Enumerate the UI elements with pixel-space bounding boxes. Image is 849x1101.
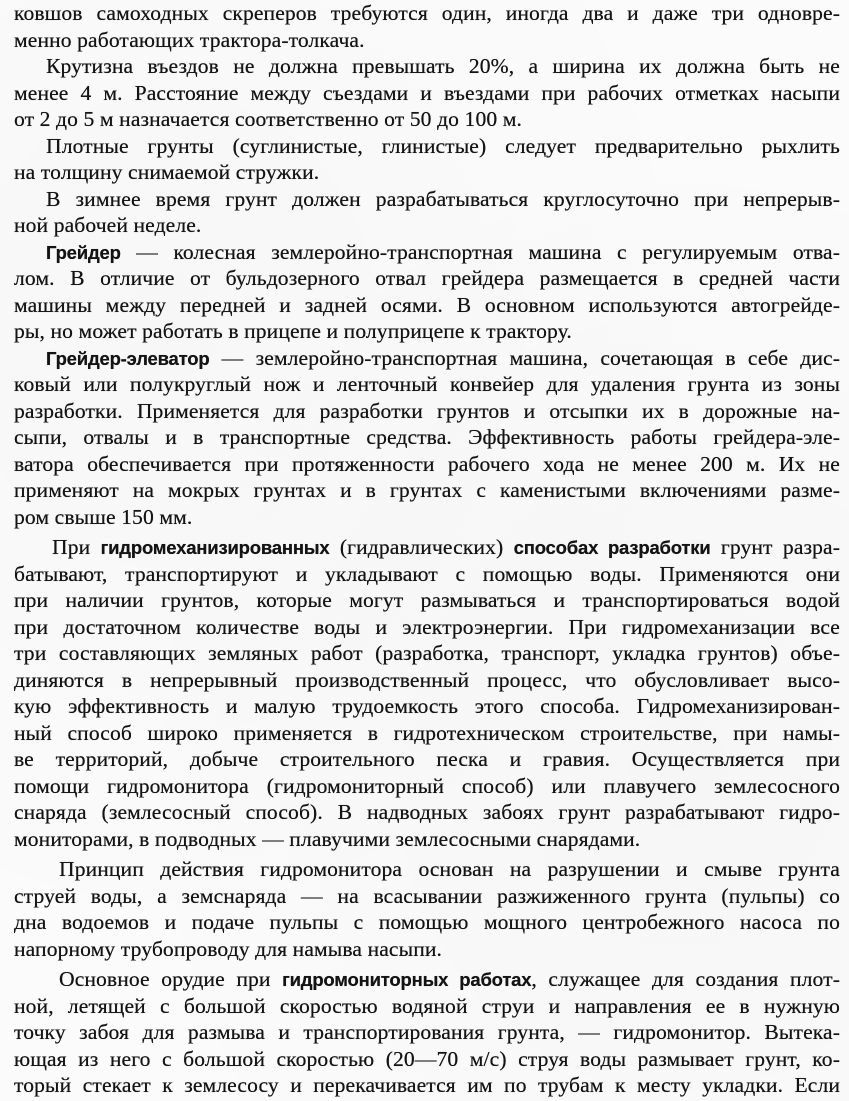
term-grader: Грейдер	[46, 241, 121, 263]
text-line: при достаточном количестве воды и электроэнергии. При гидромеханизации все	[14, 614, 840, 639]
text-line: ной, летящей с большой скоростью водяной струи и направления ее в нужную	[14, 993, 840, 1018]
text-line: торый стекает к землесосу и перекачивается им по трубам к месту укладки. Если	[14, 1073, 840, 1097]
grader-paragraph-first-line	[14, 239, 840, 266]
text-line: ковшов самоходных скреперов требуются один, иногда два и даже три одновре-	[14, 1, 840, 25]
text-line: ватора обеспечивается при протяженности рабочего хода не менее 200 м. Их не	[14, 451, 840, 476]
text-line: батывают, транспортируют и укладывают с помощью воды. Применяются они	[14, 561, 840, 586]
text-line: ный способ широко применяется в гидротехническом строительстве, при намы-	[14, 720, 840, 745]
body-text	[14, 0, 840, 1099]
text-line: Плотные грунты (суглинистые, глинистые) следует предварительно рыхлить	[46, 133, 840, 158]
text-line: Принцип действия гидромонитора основан на разрушении и смыве грунта	[59, 857, 840, 881]
text-fragment: — землеройно-транспортная машина, сочетающая в себе дис-	[209, 345, 840, 370]
text-line: мониторами, в подводных — плавучими землесосными снарядами.	[14, 826, 641, 851]
text-line: на толщину снимаемой стружки.	[14, 160, 320, 184]
term-grader-elevator: Грейдер-элеватор	[46, 347, 210, 369]
text-line: ром свыше 150 мм.	[14, 504, 193, 529]
text-fragment: (гидравлических)	[329, 535, 514, 559]
hydromonitor-paragraph-first-line	[14, 966, 840, 993]
text-line: снаряда (землесосный способ). В надводных забоях грунт разрабатывают гидро-	[14, 800, 840, 824]
text-line: Крутизна въездов не должна превышать 20%, а ширина их должна быть не	[46, 54, 840, 78]
text-line: при наличии грунтов, которые могут размываться и транспортироваться водой	[14, 588, 840, 612]
text-line: струей воды, а земснаряда — на всасывании разжиженного грунта (пульпы) со	[14, 883, 840, 908]
text-line: дна водоемов и подаче пульпы с помощью мощного центробежного насоса по	[14, 910, 840, 934]
text-line: ющая из него с большой скоростью (20—70 м/с) струя воды размывает грунт, ко-	[14, 1046, 840, 1071]
term-hydromech: гидромеханизированных	[100, 537, 330, 558]
term-methods: способах разработки	[513, 537, 711, 558]
text-line: три составляющих земляных работ (разработка, транспорт, укладка грунтов) объе-	[14, 641, 840, 665]
text-line: диняются в непрерывный производственный процесс, что обусловливает высо-	[14, 667, 840, 692]
text-fragment: При	[52, 535, 101, 559]
text-line: разработки. Применяется для разработки грунтов и отсыпки их в дорожные на-	[14, 398, 840, 423]
text-line: лом. В отличие от бульдозерного отвал грейдера размещается в средней части	[14, 266, 840, 290]
text-line: машины между передней и задней осями. В основном используются автогрейде-	[14, 292, 840, 317]
text-line: помощи гидромонитора (гидромониторный способ) или плавучего землесосного	[14, 773, 840, 798]
text-line: напорному трубопроводу для намыва насыпи.	[14, 936, 443, 961]
text-line: сыпи, отвалы и в транспортные средства. Эффективность работы грейдера-эле-	[14, 425, 840, 449]
text-line: менее 4 м. Расстояние между съездами и въездами при рабочих отметках насыпи	[14, 80, 840, 105]
text-line: В зимнее время грунт должен разрабатываться круглосуточно при непрерыв-	[46, 186, 840, 211]
grader-elevator-paragraph-first-line	[14, 345, 840, 372]
text-line: применяют на мокрых грунтах и в грунтах с каменистыми включениями разме-	[14, 478, 840, 502]
text-fragment: — колесная землеройно-транспортная машина с регулируемым отва-	[120, 239, 840, 264]
text-fragment: , служащее для создания плот-	[531, 967, 840, 991]
text-line: точку забоя для размыва и транспортирования грунта, — гидромонитор. Вытека-	[14, 1020, 840, 1044]
text-line: ковый или полукруглый нож и ленточный конвейер для удаления грунта из зоны	[14, 372, 840, 396]
text-line: ве территорий, добыче строительного песка и гравия. Осуществляется при	[14, 747, 840, 771]
text-line: от 2 до 5 м назначается соответственно от 50 до 100 м.	[14, 107, 523, 131]
hydromech-paragraph-first-line	[14, 534, 840, 561]
text-fragment: Основное орудие при	[59, 967, 283, 991]
text-line: кую эффективность и малую трудоемкость этого способа. Гидромеханизирован-	[14, 694, 840, 718]
text-line: ной рабочей неделе.	[14, 213, 202, 237]
text-line: ры, но может работать в прицепе и полуприцепе к трактору.	[14, 319, 572, 343]
text-line: менно работающих трактора-толкача.	[14, 27, 365, 52]
term-hydromonitor-works: гидромониторных работах	[282, 969, 532, 990]
text-fragment: грунт разра-	[710, 535, 841, 559]
